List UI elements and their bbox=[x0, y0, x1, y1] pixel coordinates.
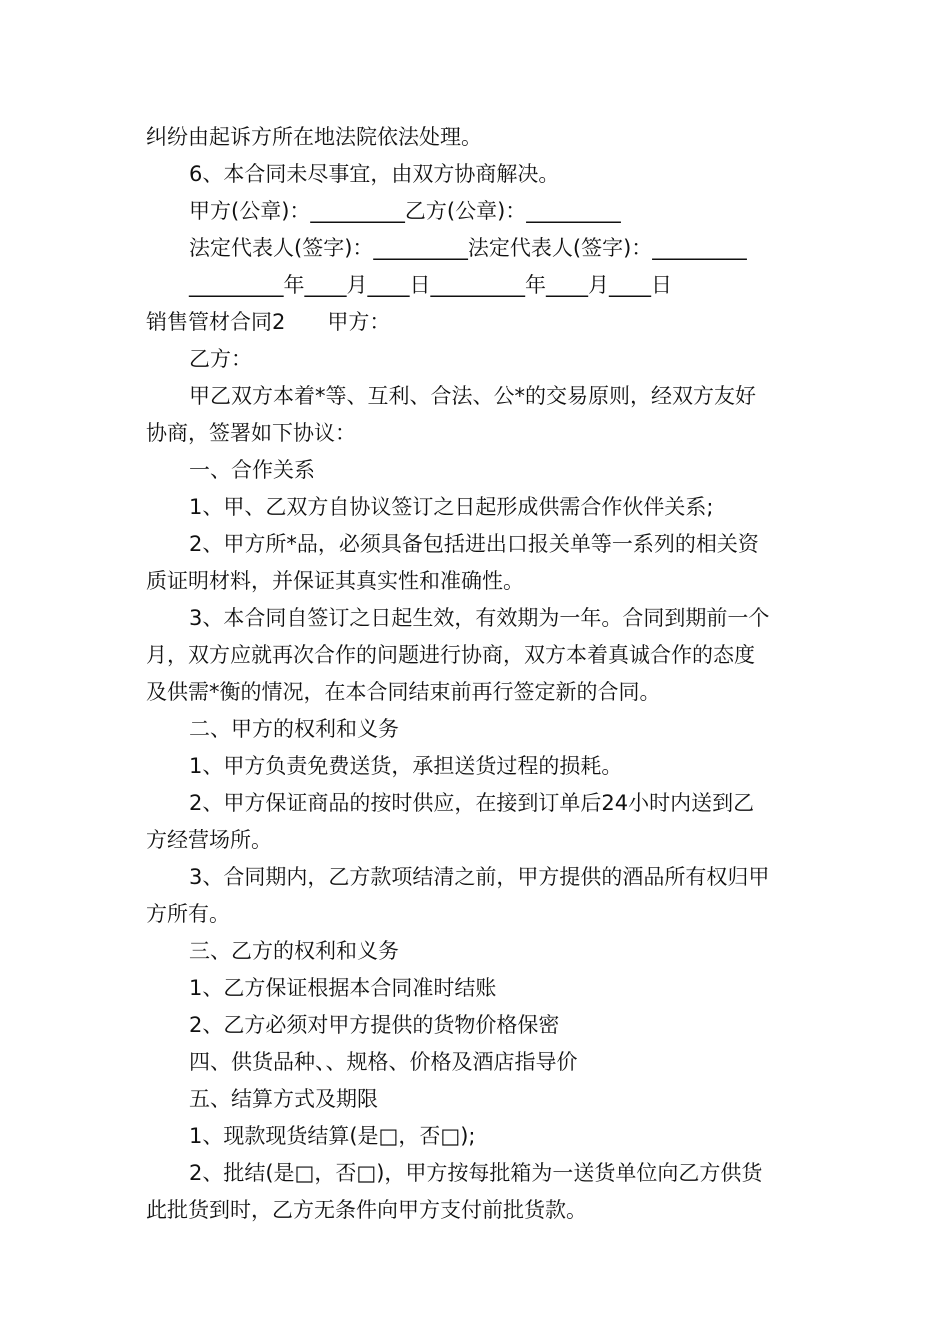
paragraph-line: 月，双方应就再次合作的问题进行协商，双方本着真诚合作的态度 bbox=[146, 643, 755, 667]
paragraph-line: 方所有。 bbox=[146, 902, 230, 926]
paragraph-line: 甲乙双方本着*等、互利、合法、公*的交易原则，经双方友好 bbox=[189, 384, 756, 408]
paragraph-line: 法定代表人(签字)：_________法定代表人(签字)：_________ bbox=[189, 236, 747, 260]
paragraph-line: 此批货到时，乙方无条件向甲方支付前批货款。 bbox=[146, 1198, 587, 1222]
paragraph-line: 1、甲方负责免费送货，承担送货过程的损耗。 bbox=[189, 754, 623, 778]
paragraph-line: 四、供货品种、、规格、价格及酒店指导价 bbox=[189, 1050, 578, 1074]
paragraph-line: 及供需*衡的情况，在本合同结束前再行签定新的合同。 bbox=[146, 680, 661, 704]
paragraph-line: 1、甲、乙双方自协议签订之日起形成供需合作伙伴关系; bbox=[189, 495, 714, 519]
paragraph-line: 2、批结(是□，否□)，甲方按每批箱为一送货单位向乙方供货 bbox=[189, 1161, 763, 1185]
paragraph-line: 乙方： bbox=[189, 347, 252, 371]
paragraph-line: 方经营场所。 bbox=[146, 828, 272, 852]
paragraph-line: 一、合作关系 bbox=[189, 458, 315, 482]
paragraph-line: 质证明材料，并保证其真实性和准确性。 bbox=[146, 569, 524, 593]
paragraph-line: 3、本合同自签订之日起生效，有效期为一年。合同到期前一个 bbox=[189, 606, 770, 630]
paragraph-line: 1、乙方保证根据本合同准时结账 bbox=[189, 976, 497, 1000]
paragraph-line: 五、结算方式及期限 bbox=[189, 1087, 378, 1111]
paragraph-line: 二、甲方的权利和义务 bbox=[189, 717, 399, 741]
paragraph-line: 纠纷由起诉方所在地法院依法处理。 bbox=[146, 125, 482, 149]
paragraph-line: 甲方(公章)：_________乙方(公章)：_________ bbox=[189, 199, 621, 223]
paragraph-line: 2、乙方必须对甲方提供的货物价格保密 bbox=[189, 1013, 560, 1037]
document-body bbox=[146, 119, 808, 1229]
paragraph-line: 协商，签署如下协议： bbox=[146, 421, 356, 445]
paragraph-line: 3、合同期内，乙方款项结清之前，甲方提供的酒品所有权归甲 bbox=[189, 865, 770, 889]
paragraph-line: _________年____月____日_________年____月____日 bbox=[189, 273, 672, 297]
paragraph-line: 三、乙方的权利和义务 bbox=[189, 939, 399, 963]
paragraph-line: 1、现款现货结算(是□，否□); bbox=[189, 1124, 476, 1148]
paragraph-line: 销售管材合同2 甲方： bbox=[146, 310, 391, 334]
paragraph-line: 2、甲方所*品，必须具备包括进出口报关单等一系列的相关资 bbox=[189, 532, 759, 556]
paragraph-line: 6、本合同未尽事宜，由双方协商解决。 bbox=[189, 162, 560, 186]
paragraph-line: 2、甲方保证商品的按时供应，在接到订单后24小时内送到乙 bbox=[189, 791, 755, 815]
